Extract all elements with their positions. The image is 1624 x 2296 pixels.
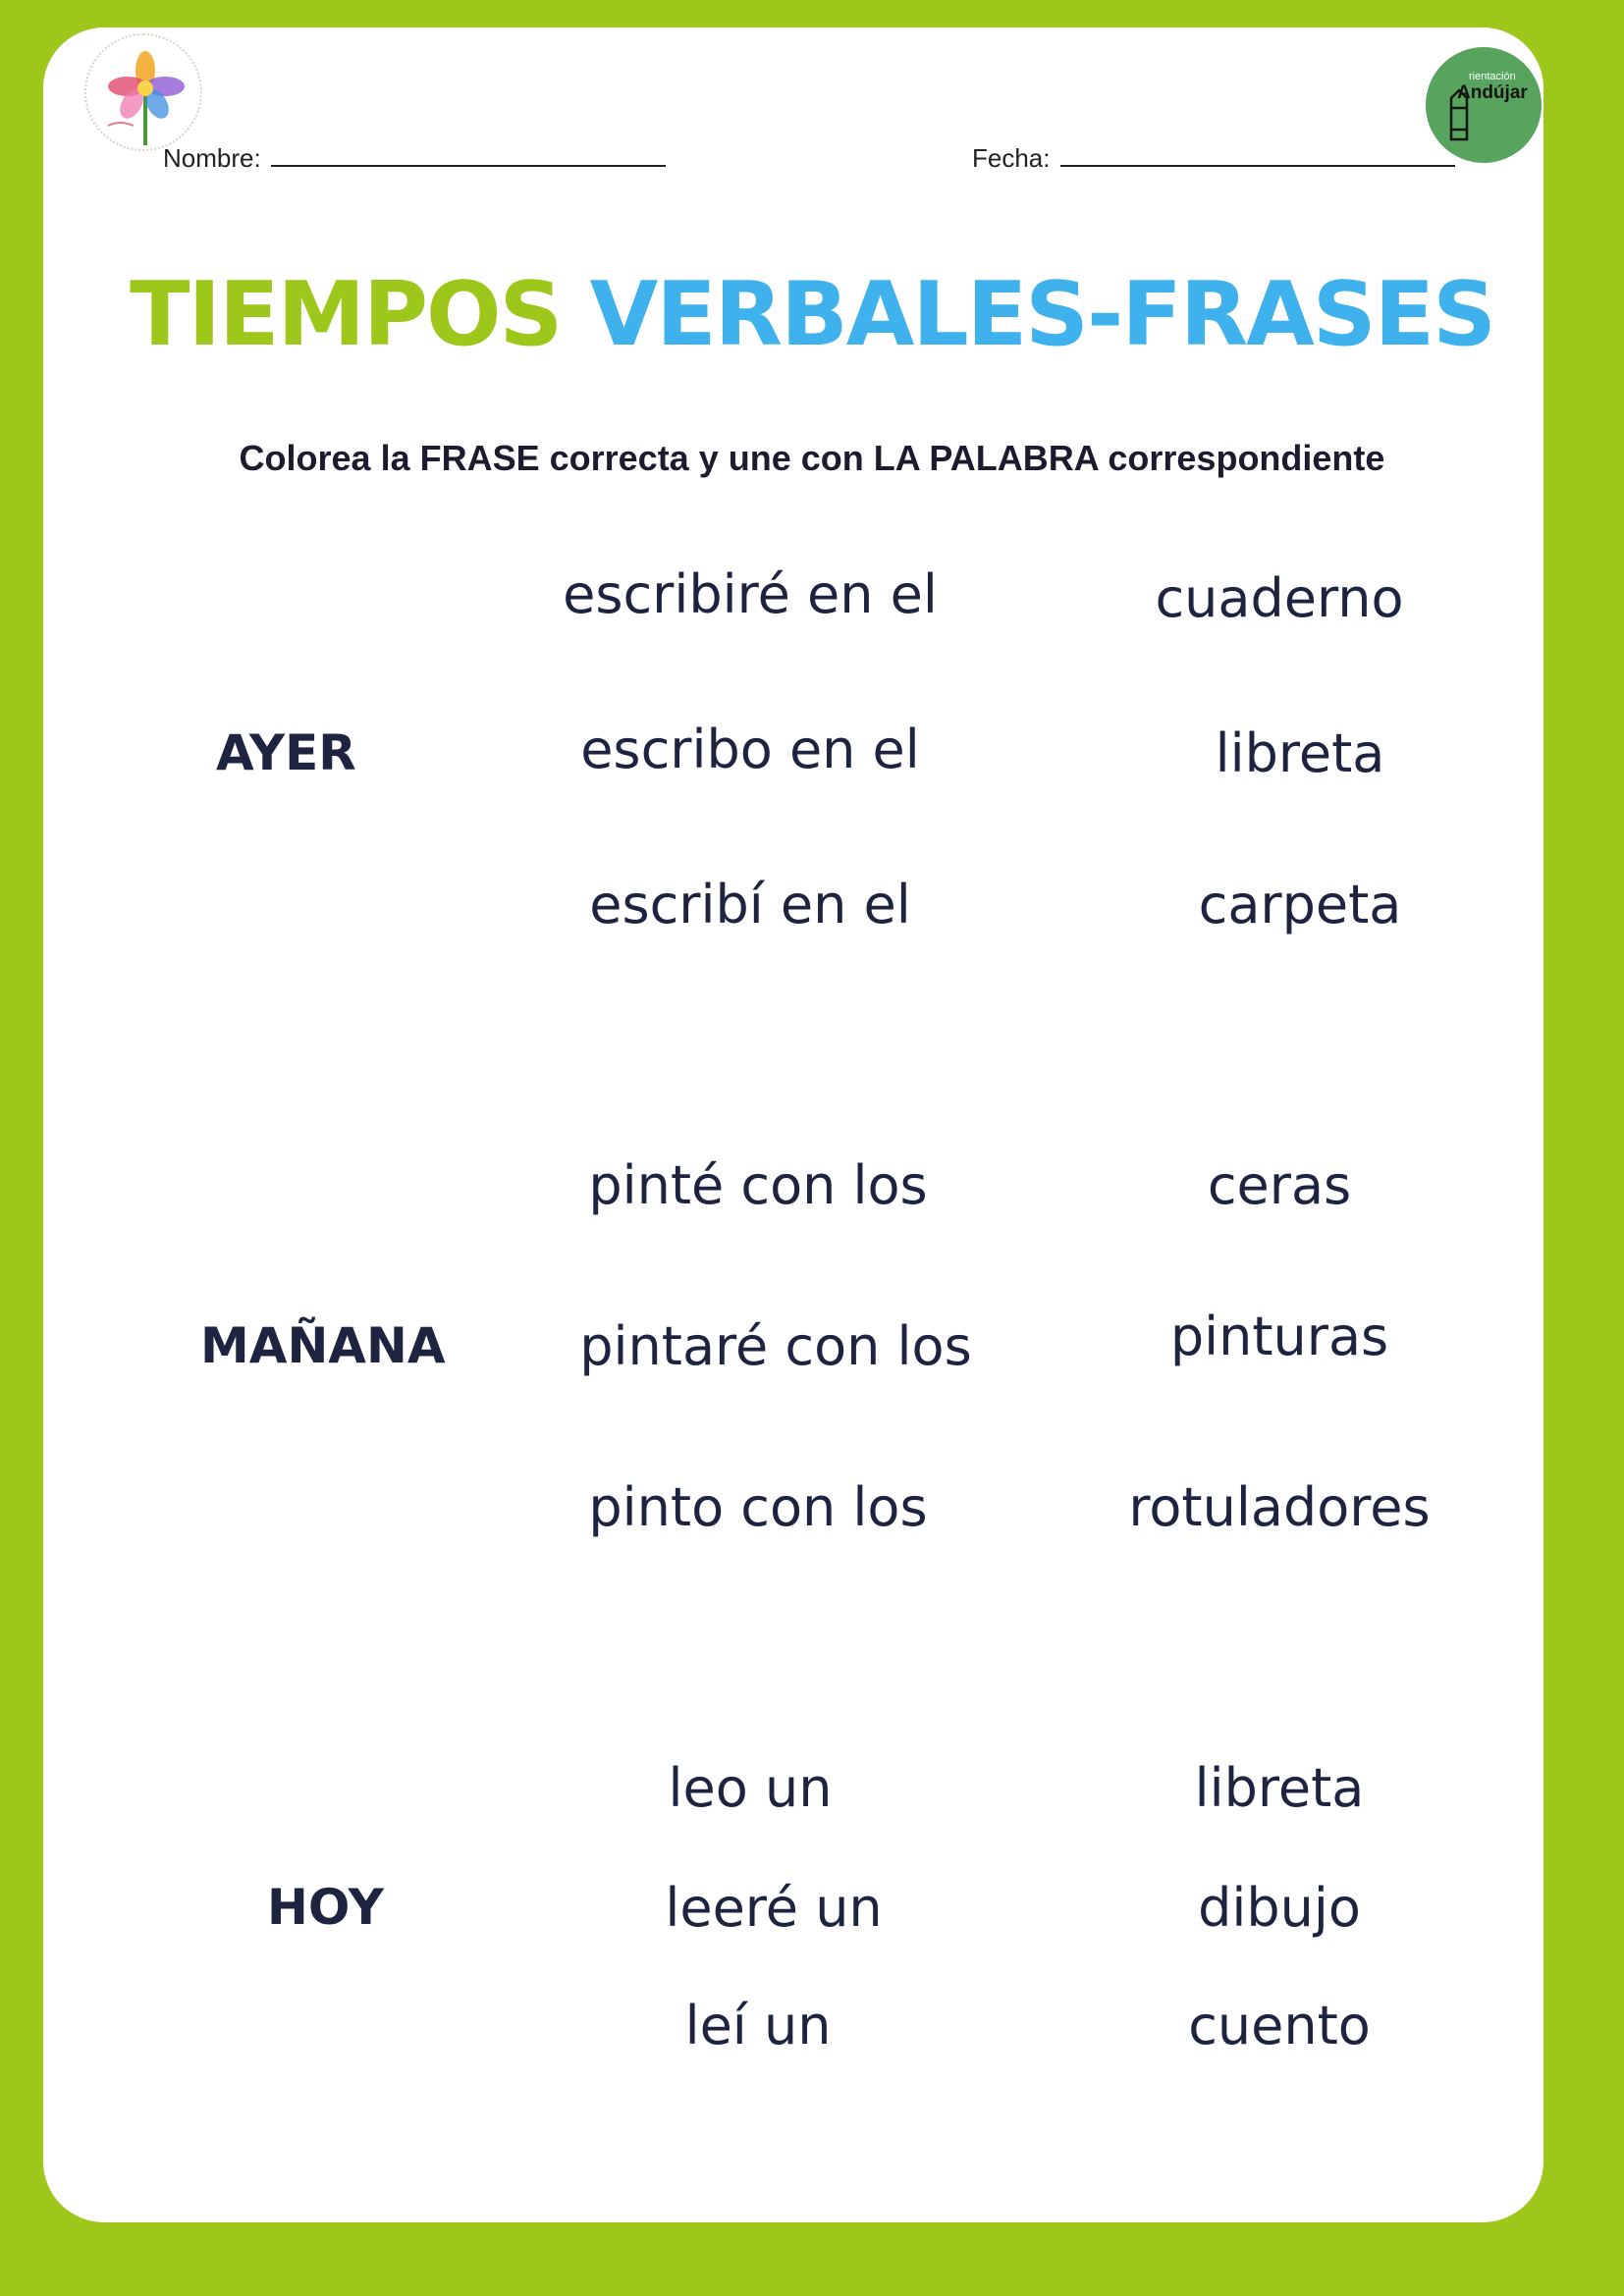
name-label: Nombre: (163, 143, 261, 173)
word-option[interactable]: libreta (1215, 722, 1385, 784)
time-word-hoy[interactable]: HOY (267, 1879, 384, 1936)
word-option[interactable]: ceras (1207, 1154, 1352, 1216)
name-field (163, 141, 666, 174)
phrase-option[interactable]: escribí en el (589, 874, 911, 935)
flower-logo-icon (84, 33, 202, 151)
word-option[interactable]: libreta (1194, 1757, 1365, 1819)
word-option[interactable]: cuaderno (1155, 567, 1404, 629)
phrase-option[interactable]: pinto con los (588, 1476, 928, 1538)
date-blank-line[interactable] (1060, 141, 1455, 167)
instruction-text: Colorea la FRASE correcta y une con LA PALABRA correspondiente (239, 438, 1385, 478)
phrase-option[interactable]: pintaré con los (579, 1315, 972, 1377)
badge-small-text: rientación (1469, 71, 1516, 82)
phrase-option[interactable]: escribiré en el (563, 563, 938, 625)
time-word-manana[interactable]: MAÑANA (200, 1317, 446, 1374)
phrase-option[interactable]: leo un (668, 1757, 833, 1819)
name-blank-line[interactable] (271, 141, 666, 167)
word-option[interactable]: carpeta (1198, 874, 1402, 935)
date-field (972, 141, 1455, 174)
phrase-option[interactable]: pinté con los (588, 1154, 928, 1216)
word-option[interactable]: cuento (1188, 1995, 1371, 2056)
time-word-ayer[interactable]: AYER (216, 724, 356, 781)
word-option[interactable]: rotuladores (1128, 1476, 1431, 1538)
phrase-option[interactable]: leí un (684, 1995, 832, 2056)
page-title (0, 263, 1624, 366)
pencil-icon (1447, 88, 1471, 147)
phrase-option[interactable]: leeré un (665, 1877, 883, 1939)
word-option[interactable]: dibujo (1198, 1877, 1361, 1939)
badge-big-text: Andújar (1457, 82, 1528, 103)
date-label: Fecha: (972, 143, 1051, 173)
phrase-option[interactable]: escribo en el (580, 719, 920, 780)
word-option[interactable]: pinturas (1169, 1306, 1389, 1367)
title-part-1: TIEMPOS (130, 263, 562, 366)
title-part-2: VERBALES-FRASES (589, 263, 1494, 366)
